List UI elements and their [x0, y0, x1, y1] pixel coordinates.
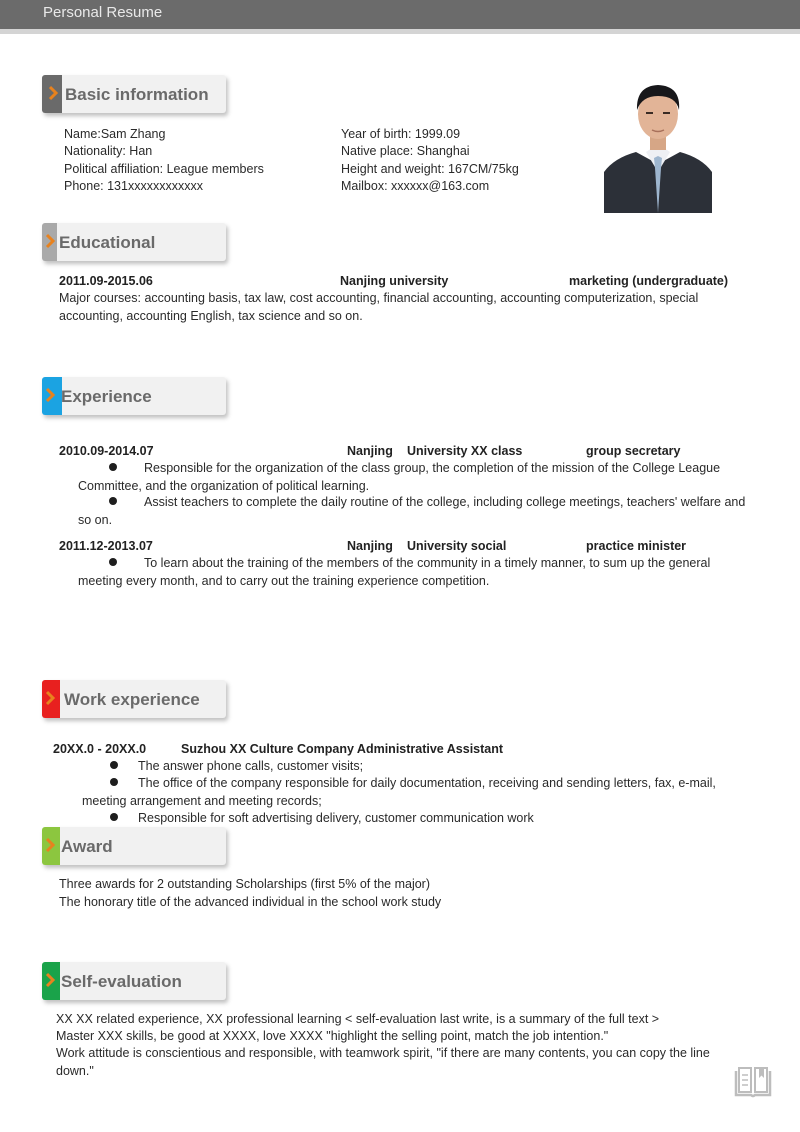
work-period: 20XX.0 - 20XX.0	[53, 742, 147, 756]
section-title-self-evaluation: Self-evaluation	[61, 972, 182, 991]
experience-1-item-2: Assist teachers to complete the daily routine of the college, including college meetings, teachers' welfare and so on.	[78, 495, 746, 527]
experience-1-org: University XX class	[407, 444, 523, 458]
experience-2-city: Nanjing	[347, 539, 393, 553]
basic-mailbox: Mailbox: xxxxxx@163.com	[341, 179, 490, 193]
experience-1-city: Nanjing	[347, 444, 393, 458]
basic-nationality: Nationality: Han	[64, 144, 153, 158]
basic-political: Political affiliation: League members	[64, 162, 264, 176]
experience-2-org: University social	[407, 539, 507, 553]
experience-1-period: 2010.09-2014.07	[59, 444, 154, 458]
section-header-basic	[42, 75, 226, 113]
basic-birth: Year of birth: 1999.09	[341, 127, 461, 141]
self-evaluation-line-3: Work attitude is conscientious and responsible, with teamwork spirit, "if there are many contents, you can copy the line down."	[56, 1046, 710, 1078]
profile-photo	[604, 72, 712, 213]
header-underline	[0, 29, 800, 34]
document-title: Personal Resume	[43, 4, 163, 21]
section-title-award: Award	[61, 837, 113, 856]
education-courses: Major courses: accounting basis, tax law, cost accounting, financial accounting, accounting computerization, special accounting, accounting English, tax science and so on.	[59, 291, 699, 323]
work-item-2: The office of the company responsible for daily documentation, receiving and sending letters, fax, e-mail, meeting arrangement and meeting records;	[82, 776, 716, 808]
section-title-work: Work experience	[64, 690, 200, 709]
book-icon	[734, 1063, 772, 1099]
experience-2-period: 2011.12-2013.07	[59, 539, 153, 553]
award-item-2: The honorary title of the advanced individual in the school work study	[59, 895, 442, 909]
education-major: marketing (undergraduate)	[569, 274, 729, 288]
section-header-work	[42, 680, 226, 718]
chevron-right-icon	[44, 689, 58, 707]
experience-2-item-1: To learn about the training of the members of the community in a timely manner, to sum up the general meeting every month, and to carry out the training experience competition.	[78, 556, 711, 588]
section-header-experience	[42, 377, 226, 415]
chevron-right-icon	[47, 84, 61, 102]
chevron-right-icon	[44, 971, 58, 989]
section-header-award	[42, 827, 226, 865]
work-company: Suzhou XX Culture Company Administrative Assistant	[181, 742, 504, 756]
basic-native: Native place: Shanghai	[341, 144, 470, 158]
chevron-right-icon	[44, 386, 58, 404]
award-item-1: Three awards for 2 outstanding Scholarships (first 5% of the major)	[59, 877, 431, 891]
basic-name: Name:Sam Zhang	[64, 127, 166, 141]
basic-height-weight: Height and weight: 167CM/75kg	[341, 162, 519, 176]
section-title-basic: Basic information	[65, 85, 209, 104]
bullet-icon	[110, 761, 118, 769]
self-evaluation-line-1: XX XX related experience, XX professional learning < self-evaluation last write, is a summary of the full text >	[56, 1012, 660, 1026]
education-school: Nanjing university	[340, 274, 449, 288]
section-header-education	[42, 223, 226, 261]
work-item-1: The answer phone calls, customer visits;	[138, 759, 364, 773]
experience-2-role: practice minister	[586, 539, 687, 553]
work-item-3: Responsible for soft advertising delivery, customer communication work	[138, 811, 534, 825]
chevron-right-icon	[44, 836, 58, 854]
education-period: 2011.09-2015.06	[59, 274, 153, 288]
experience-1-role: group secretary	[586, 444, 681, 458]
self-evaluation-line-2: Master XXX skills, be good at XXXX, love XXXX "highlight the selling point, match the job intention."	[56, 1029, 609, 1043]
bullet-icon	[110, 813, 118, 821]
basic-phone: Phone: 131xxxxxxxxxxxx	[64, 179, 203, 193]
chevron-right-icon	[44, 232, 58, 250]
experience-1-item-1: Responsible for the organization of the class group, the completion of the mission of the College League Committee, and the organization of political learning.	[78, 461, 721, 493]
section-header-self-evaluation	[42, 962, 226, 1000]
section-title-education: Educational	[59, 233, 156, 252]
section-title-experience: Experience	[61, 387, 152, 406]
